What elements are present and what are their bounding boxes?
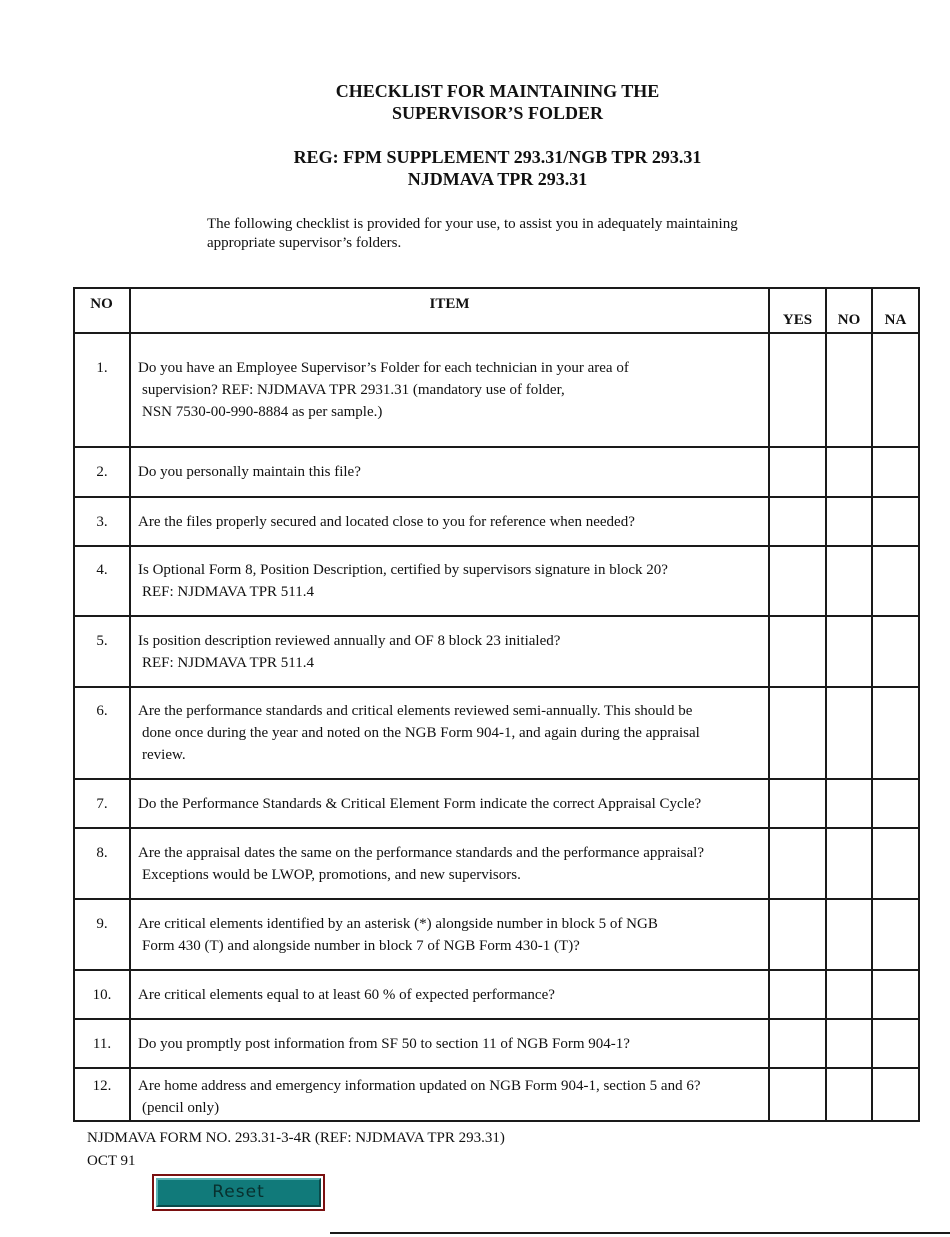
na-cell[interactable] [873, 688, 918, 778]
na-cell[interactable] [873, 547, 918, 615]
form-number: NJDMAVA FORM NO. 293.31-3-4R (REF: NJDMAVA TPR 293.31) [87, 1130, 505, 1146]
item-line: supervision? REF: NJDMAVA TPR 2931.31 (mandatory use of folder, [142, 382, 565, 398]
na-cell[interactable] [873, 617, 918, 686]
item-line: Are critical elements identified by an asterisk (*) alongside number in block 5 of NGB [138, 916, 658, 932]
table-column-divider [918, 287, 920, 1122]
no-cell[interactable] [827, 829, 871, 898]
item-line: REF: NJDMAVA TPR 511.4 [142, 584, 315, 600]
header-no-col: NO [837, 312, 861, 328]
checklist-item-text [138, 357, 768, 423]
no-cell[interactable] [827, 971, 871, 1018]
yes-cell[interactable] [770, 780, 825, 827]
na-cell[interactable] [873, 780, 918, 827]
row-number: 10. [92, 987, 112, 1003]
checklist-item-text [138, 913, 768, 957]
na-cell[interactable] [873, 900, 918, 969]
item-line: Do you personally maintain this file? [138, 464, 361, 480]
checklist-item-text [138, 559, 768, 603]
yes-cell[interactable] [770, 1020, 825, 1067]
header-item: ITEM [429, 296, 470, 312]
yes-cell[interactable] [770, 971, 825, 1018]
row-number: 12. [92, 1078, 112, 1094]
row-number: 11. [92, 1036, 112, 1052]
intro-text [207, 215, 807, 253]
row-number: 6. [96, 703, 108, 719]
header-yes: YES [782, 312, 813, 328]
na-cell[interactable] [873, 1020, 918, 1067]
intro-line1: The following checklist is provided for your use, to assist you in adequately maintaining [207, 216, 738, 232]
yes-cell[interactable] [770, 688, 825, 778]
yes-cell[interactable] [770, 617, 825, 686]
item-line: Do you promptly post information from SF 50 to section 11 of NGB Form 904-1? [138, 1036, 630, 1052]
yes-cell[interactable] [770, 498, 825, 545]
item-line: review. [142, 747, 186, 763]
item-line: Form 430 (T) and alongside number in block 7 of NGB Form 430-1 (T)? [142, 938, 580, 954]
row-number: 4. [96, 562, 108, 578]
checklist-item-text [138, 630, 768, 674]
header-no: NO [90, 296, 113, 312]
regulation-line2: NJDMAVA TPR 293.31 [407, 169, 588, 189]
checklist-item-text [138, 984, 768, 1006]
regulation-line1: REG: FPM SUPPLEMENT 293.31/NGB TPR 293.31 [293, 147, 702, 167]
checklist-item-text [138, 700, 768, 766]
item-line: Is Optional Form 8, Position Description, certified by supervisors signature in block 20? [138, 562, 668, 578]
table-top-border [73, 287, 920, 289]
checklist-item-text [138, 1075, 768, 1119]
na-cell[interactable] [873, 334, 918, 446]
item-line: done once during the year and noted on the NGB Form 904-1, and again during the appraisal [142, 725, 700, 741]
item-line: Are the performance standards and critical elements reviewed semi-annually. This should be [138, 703, 693, 719]
no-cell[interactable] [827, 1020, 871, 1067]
no-cell[interactable] [827, 688, 871, 778]
no-cell[interactable] [827, 448, 871, 496]
item-line: Do you have an Employee Supervisor’s Folder for each technician in your area of [138, 360, 629, 376]
na-cell[interactable] [873, 971, 918, 1018]
row-number: 1. [96, 360, 108, 376]
item-line: (pencil only) [142, 1100, 220, 1116]
yes-cell[interactable] [770, 829, 825, 898]
yes-cell[interactable] [770, 448, 825, 496]
item-line: Is position description reviewed annually and OF 8 block 23 initialed? [138, 633, 561, 649]
reset-button-label[interactable]: Reset [156, 1178, 321, 1207]
na-cell[interactable] [873, 829, 918, 898]
form-title-line1: CHECKLIST FOR MAINTAINING THE [335, 81, 660, 101]
header-na: NA [884, 312, 907, 328]
row-number: 8. [96, 845, 108, 861]
form-title [0, 80, 950, 124]
row-number: 2. [96, 464, 108, 480]
row-number: 3. [96, 514, 108, 530]
yes-cell[interactable] [770, 900, 825, 969]
item-line: Do the Performance Standards & Critical Element Form indicate the correct Appraisal Cycle? [138, 796, 702, 812]
item-line: Exceptions would be LWOP, promotions, and new supervisors. [142, 867, 521, 883]
checklist-item-text [138, 461, 768, 483]
form-date: OCT 91 [87, 1153, 136, 1169]
item-line: Are the appraisal dates the same on the performance standards and the performance appraisal? [138, 845, 704, 861]
no-cell[interactable] [827, 547, 871, 615]
no-cell[interactable] [827, 900, 871, 969]
form-title-line2: SUPERVISOR’S FOLDER [392, 103, 603, 123]
yes-cell[interactable] [770, 334, 825, 446]
checklist-item-text [138, 793, 768, 815]
item-line: Are critical elements equal to at least 60 % of expected performance? [138, 987, 555, 1003]
no-cell[interactable] [827, 1069, 871, 1120]
row-number: 5. [96, 633, 108, 649]
intro-line2: appropriate supervisor’s folders. [207, 235, 402, 251]
regulation-reference [0, 146, 950, 190]
checklist-item-text [138, 1033, 768, 1055]
row-number: 7. [96, 796, 108, 812]
item-line: REF: NJDMAVA TPR 511.4 [142, 655, 315, 671]
reset-button[interactable] [152, 1174, 325, 1211]
checklist-item-text [138, 511, 768, 533]
yes-cell[interactable] [770, 1069, 825, 1120]
checklist-item-text [138, 842, 768, 886]
na-cell[interactable] [873, 448, 918, 496]
table-row-divider [73, 1120, 920, 1122]
item-line: Are the files properly secured and located close to you for reference when needed? [138, 514, 635, 530]
na-cell[interactable] [873, 498, 918, 545]
bottom-divider [330, 1232, 950, 1234]
no-cell[interactable] [827, 334, 871, 446]
yes-cell[interactable] [770, 547, 825, 615]
no-cell[interactable] [827, 780, 871, 827]
item-line: NSN 7530-00-990-8884 as per sample.) [142, 404, 383, 420]
row-number: 9. [96, 916, 108, 932]
na-cell[interactable] [873, 1069, 918, 1120]
no-cell[interactable] [827, 617, 871, 686]
item-line: Are home address and emergency information updated on NGB Form 904-1, section 5 and 6? [138, 1078, 701, 1094]
no-cell[interactable] [827, 498, 871, 545]
